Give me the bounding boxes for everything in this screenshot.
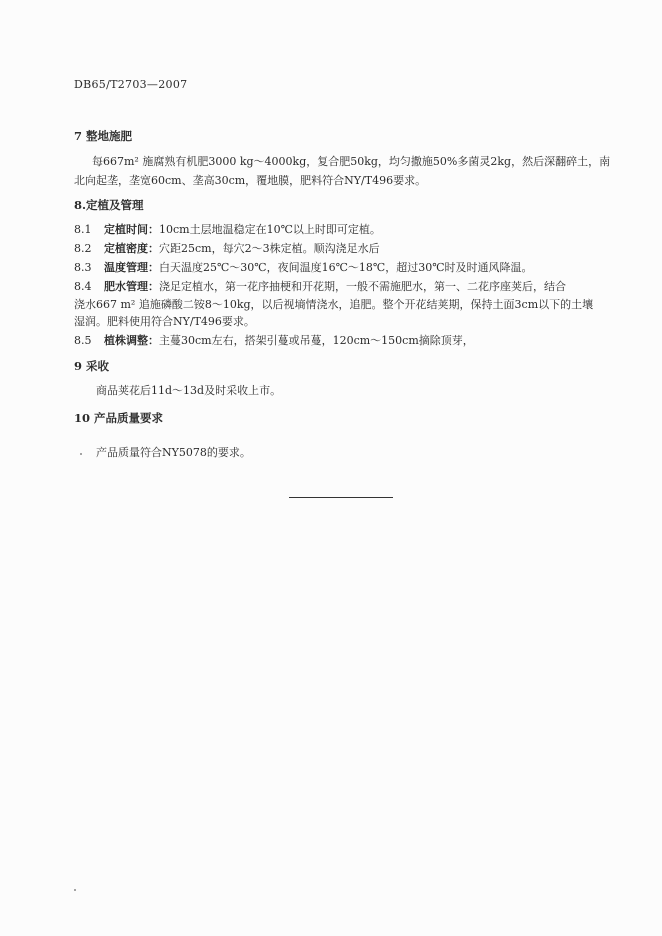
item-term: 定植时间： — [104, 223, 159, 236]
section-7-paragraph-line-1: 每667m² 施腐熟有机肥3000 kg～4000kg，复合肥50kg，均匀撒施50%多菌灵2kg，然后深翻碎土，南 — [92, 155, 611, 168]
standard-id: DB65/T2703—2007 — [74, 78, 188, 91]
section-8-4-continued-1: 浇水667 m² 追施磷酸二铵8～10kg，以后视墒情浇水，追肥。整个开花结荚期，保持土面3cm以下的土壤 — [74, 298, 594, 311]
section-8-5 — [74, 333, 474, 349]
scan-speck — [80, 453, 82, 455]
section-9-text: 商品荚花后11d～13d及时采收上市。 — [96, 384, 282, 397]
item-text: 穴距25cm，每穴2～3株定植。顺沟浇足水后 — [159, 242, 380, 255]
section-8-title: 8.定植及管理 — [74, 198, 144, 212]
section-8-4 — [74, 279, 566, 295]
end-divider — [289, 497, 393, 498]
item-number: 8.4 — [74, 280, 92, 293]
item-text: 浇足定植水，第一花序抽梗和开花期，一般不需施肥水，第一、二花序座荚后，结合 — [159, 280, 566, 293]
item-text: 主蔓30cm左右，搭架引蔓或吊蔓，120cm～150cm摘除顶芽， — [159, 334, 474, 347]
item-term: 肥水管理： — [104, 280, 159, 293]
section-7-paragraph-line-2: 北向起垄，垄宽60cm、垄高30cm，覆地膜，肥料符合NY/T496要求。 — [74, 174, 427, 187]
section-10-title: 10 产品质量要求 — [74, 411, 164, 425]
item-text: 10cm土层地温稳定在10℃以上时即可定植。 — [159, 223, 381, 236]
section-8-4-continued-2: 湿润。肥料使用符合NY/T496要求。 — [74, 315, 255, 328]
scan-speck — [74, 889, 76, 891]
section-8-2 — [74, 241, 380, 257]
section-8-3 — [74, 260, 533, 276]
item-number: 8.5 — [74, 334, 92, 347]
item-number: 8.1 — [74, 223, 92, 236]
item-term: 温度管理： — [104, 261, 159, 274]
section-9-title: 9 采收 — [74, 359, 110, 373]
item-term: 定植密度： — [104, 242, 159, 255]
item-term: 植株调整： — [104, 334, 159, 347]
section-8-1 — [74, 222, 381, 238]
item-text: 白天温度25℃～30℃，夜间温度16℃～18℃，超过30℃时及时通风降温。 — [159, 261, 533, 274]
section-7-title: 7 整地施肥 — [74, 129, 133, 143]
item-number: 8.2 — [74, 242, 92, 255]
item-number: 8.3 — [74, 261, 92, 274]
section-10-text: 产品质量符合NY5078的要求。 — [96, 446, 251, 459]
